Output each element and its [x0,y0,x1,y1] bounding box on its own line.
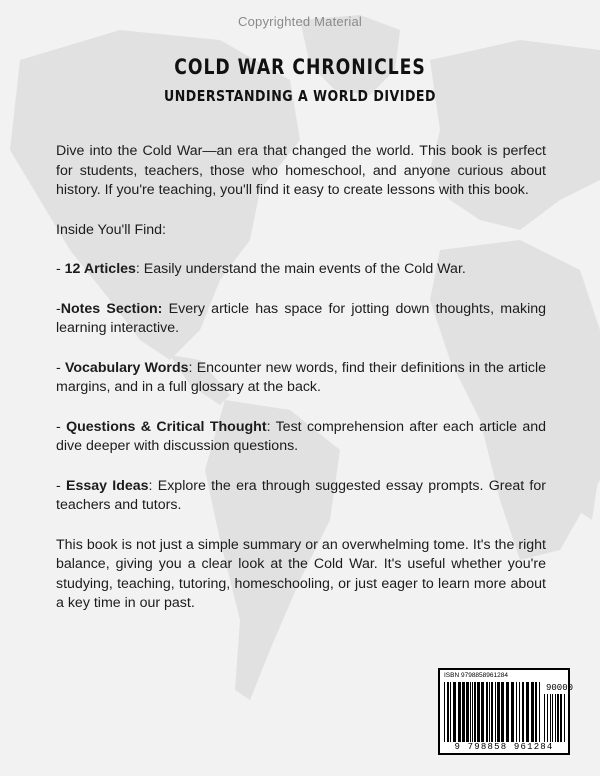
copyright-watermark-top: Copyrighted Material [238,14,362,29]
back-cover-description [56,142,546,634]
intro-paragraph: Dive into the Cold War—an era that changed the world. This book is perfect for students, teachers, those who homeschool, and anyone curious about history. If you're teaching, you'll find it easy to create lessons with this book. [56,143,546,198]
feature-text: : Explore the era through suggested essay prompts. Great for teachers and tutors. [56,477,546,513]
feature-item [56,260,546,280]
feature-name: Essay Ideas [65,477,149,494]
isbn-label: ISBN 9798858961284 [444,672,508,679]
feature-prefix: - [56,477,66,494]
feature-prefix: - [56,418,67,435]
feature-item [56,477,546,516]
feature-prefix: - [56,261,65,277]
isbn-barcode [438,668,574,755]
price-barcode-bars [544,694,566,742]
inside-heading: Inside You'll Find: [56,221,166,238]
feature-text: : Test comprehension after each article and dive deeper with discussion questions. [56,418,547,454]
title-block [0,55,600,105]
book-title: COLD WAR CHRONICLES [174,55,426,79]
feature-name: Vocabulary Words [64,359,189,376]
closing-paragraph: This book is not just a simple summary or an overwhelming tome. It's the right balance, giving you a clear look at the Cold War. It's useful whether you're studying, teaching, tutoring, homeschooling, or just eager to learn more about a key time in our past. [56,536,546,611]
feature-text: : Easily understand the main events of the Cold War. [135,261,466,277]
price-code: 90000 [546,683,574,693]
isbn-digits: 9 798858 961284 [454,742,554,752]
feature-item [56,359,546,398]
feature-item [56,300,546,339]
feature-prefix: - [56,300,61,317]
feature-prefix: - [56,359,65,376]
feature-name: Notes Section: [60,300,163,317]
feature-text: Every article has space for jotting down thoughts, making learning interactive. [56,300,547,336]
feature-item [56,418,546,457]
feature-name: 12 Articles [64,261,136,277]
barcode-bars [444,682,540,742]
feature-text: : Encounter new words, find their definitions in the article margins, and in a full glossary at the back. [56,359,546,395]
book-subtitle: UNDERSTANDING A WORLD DIVIDED [163,87,437,105]
feature-name: Questions & Critical Thought [66,418,267,435]
